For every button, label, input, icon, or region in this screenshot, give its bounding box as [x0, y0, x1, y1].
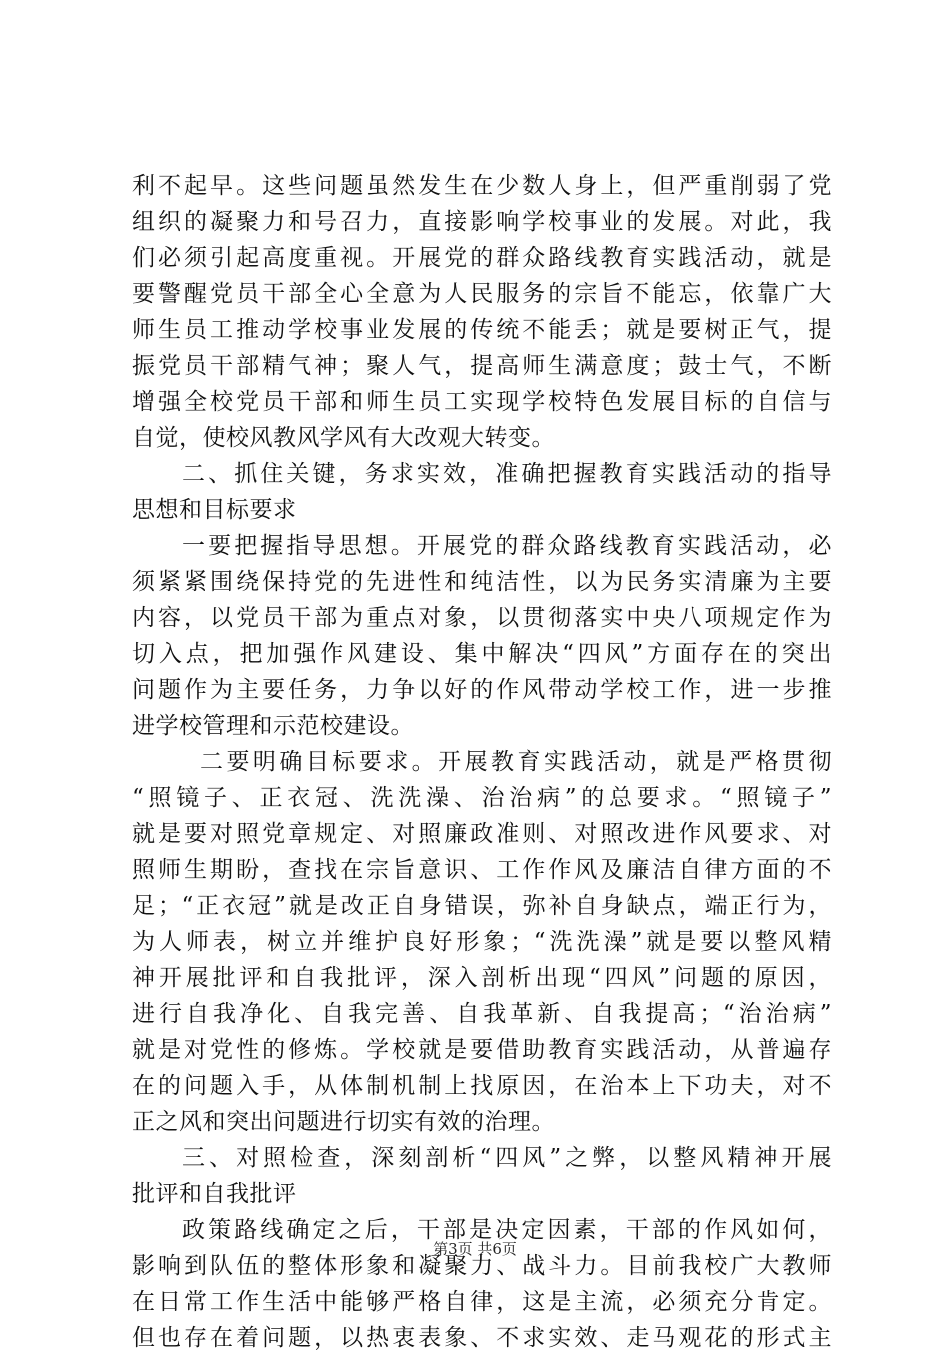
- text-line: 切入点，把加强作风建设、集中解决“四风”方面存在的突出: [132, 641, 832, 667]
- section-heading: 思想和目标要求: [132, 497, 297, 523]
- text-line: 要警醒党员干部全心全意为人民服务的宗旨不能忘，依靠广大: [132, 281, 832, 307]
- text-line: 一要把握指导思想。开展党的群众路线教育实践活动，必: [182, 533, 832, 559]
- section-heading: 三、对照检查，深刻剖析“四风”之弊，以整风精神开展: [182, 1145, 832, 1171]
- text-line: 足；“正衣冠”就是改正自身错误，弥补自身缺点，端正行为，: [132, 893, 832, 919]
- text-line: 进行自我净化、自我完善、自我革新、自我提高；“治治病”: [132, 1001, 832, 1027]
- text-line: 组织的凝聚力和号召力，直接影响学校事业的发展。对此，我: [132, 209, 832, 235]
- text-line: 但也存在着问题，以热衷表象、不求实效、走马观花的形式主: [132, 1325, 832, 1351]
- text-line: 神开展批评和自我批评，深入剖析出现“四风”问题的原因，: [132, 965, 832, 991]
- body-text: [132, 168, 832, 1356]
- section-heading: 批评和自我批评: [132, 1181, 297, 1207]
- text-line: 政策路线确定之后，干部是决定因素，干部的作风如何，: [182, 1217, 832, 1243]
- text-line: 进学校管理和示范校建设。: [132, 713, 414, 739]
- text-line: 内容，以党员干部为重点对象，以贯彻落实中央八项规定作为: [132, 605, 832, 631]
- section-heading: 二、抓住关键，务求实效，准确把握教育实践活动的指导: [182, 461, 832, 487]
- text-line: 须紧紧围绕保持党的先进性和纯洁性，以为民务实清廉为主要: [132, 569, 832, 595]
- text-line: 照师生期盼，查找在宗旨意识、工作作风及廉洁自律方面的不: [132, 857, 832, 883]
- text-line: 自觉，使校风教风学风有大改观大转变。: [132, 425, 555, 451]
- text-line: 师生员工推动学校事业发展的传统不能丢；就是要树正气，提: [132, 317, 832, 343]
- text-line: 二要明确目标要求。开展教育实践活动，就是严格贯彻: [200, 749, 832, 775]
- text-line: 为人师表，树立并维护良好形象；“洗洗澡”就是要以整风精: [132, 929, 832, 955]
- text-line: 们必须引起高度重视。开展党的群众路线教育实践活动，就是: [132, 245, 832, 271]
- text-line: 就是对党性的修炼。学校就是要借助教育实践活动，从普遍存: [132, 1037, 832, 1063]
- text-line: 问题作为主要任务，力争以好的作风带动学校工作，进一步推: [132, 677, 832, 703]
- page-footer: 第3页 共6页: [433, 1240, 517, 1258]
- text-line: 在日常工作生活中能够严格自律，这是主流，必须充分肯定。: [132, 1289, 832, 1315]
- text-line: 增强全校党员干部和师生员工实现学校特色发展目标的自信与: [132, 389, 832, 415]
- text-line: 正之风和突出问题进行切实有效的治理。: [132, 1109, 555, 1135]
- text-line: 在的问题入手，从体制机制上找原因，在治本上下功夫，对不: [132, 1073, 832, 1099]
- text-line: “照镜子、正衣冠、洗洗澡、治治病”的总要求。“照镜子”: [132, 785, 832, 811]
- text-line: 振党员干部精气神；聚人气，提高师生满意度；鼓士气，不断: [132, 353, 832, 379]
- text-line: 影响到队伍的整体形象和凝聚力、战斗力。目前我校广大教师: [132, 1253, 832, 1279]
- text-line: 就是要对照党章规定、对照廉政准则、对照改进作风要求、对: [132, 821, 832, 847]
- text-line: 利不起早。这些问题虽然发生在少数人身上，但严重削弱了党: [132, 173, 832, 199]
